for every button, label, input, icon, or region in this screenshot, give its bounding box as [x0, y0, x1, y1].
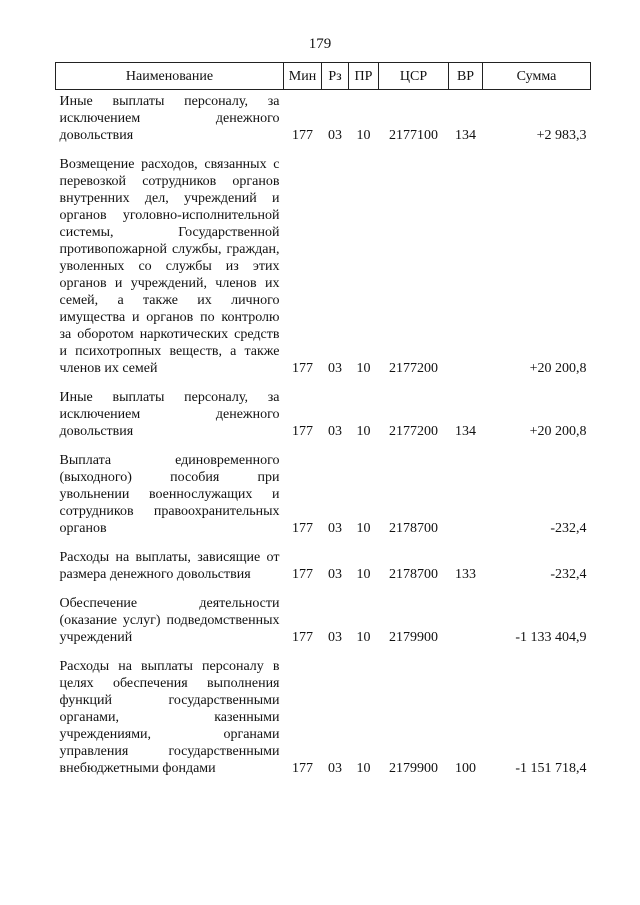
table-row — [56, 144, 591, 377]
header-rz: Рз — [322, 63, 349, 90]
header-pr: ПР — [349, 63, 379, 90]
row-name: Иные выплаты персоналу, за исключением денежного довольствия — [59, 390, 280, 439]
row-rz: 03 — [328, 424, 342, 439]
row-vr: 100 — [455, 761, 476, 776]
row-rz: 03 — [328, 761, 342, 776]
row-vr: 133 — [455, 567, 476, 582]
row-name: Выплата единовременного (выходного) пособия при увольнении военнослужащих и сотрудников правоохранительных органов — [59, 453, 280, 536]
row-pr: 10 — [356, 128, 371, 143]
row-name: Обеспечение деятельности (оказание услуг) подведомственных учреждений — [59, 596, 280, 645]
row-vr — [449, 440, 483, 537]
row-name: Расходы на выплаты персоналу в целях обеспечения выполнения функций государственными органами, казенными учреждениями, органами управления государственными внебюджетными фондами — [59, 659, 280, 776]
row-sum: -232,4 — [550, 521, 587, 536]
table-header-row — [56, 63, 591, 90]
row-pr: 10 — [356, 630, 371, 645]
table-row — [56, 90, 591, 145]
row-rz: 03 — [328, 361, 342, 376]
row-sum: -1 151 718,4 — [515, 761, 587, 776]
row-pr: 10 — [356, 567, 371, 582]
row-name: Иные выплаты персоналу, за исключением денежного довольствия — [59, 94, 280, 143]
row-pr: 10 — [356, 521, 371, 536]
row-pr: 10 — [356, 424, 371, 439]
table-row — [56, 537, 591, 583]
row-vr — [449, 583, 483, 646]
table-row — [56, 583, 591, 646]
row-vr: 134 — [455, 128, 476, 143]
row-sum: +20 200,8 — [529, 424, 587, 439]
table-row — [56, 440, 591, 537]
header-vr: ВР — [449, 63, 483, 90]
row-rz: 03 — [328, 128, 342, 143]
row-csr: 2177200 — [389, 424, 438, 439]
row-min: 177 — [292, 361, 313, 376]
budget-table — [55, 62, 591, 777]
row-min: 177 — [292, 424, 313, 439]
header-name: Наименование — [56, 63, 284, 90]
row-vr — [449, 144, 483, 377]
row-rz: 03 — [328, 521, 342, 536]
row-min: 177 — [292, 521, 313, 536]
row-pr: 10 — [356, 761, 371, 776]
row-min: 177 — [292, 128, 313, 143]
row-pr: 10 — [356, 361, 371, 376]
row-csr: 2179900 — [389, 630, 438, 645]
row-min: 177 — [292, 567, 313, 582]
header-min: Мин — [284, 63, 322, 90]
row-name: Возмещение расходов, связанных с перевозкой сотрудников органов внутренних дел, учреждений и органов уголовно-исполнительной системы, Государственной противопожарной службы, граждан, уволенных со службы из этих органов и учреждений, членов их семей, а также их личного имущества и органов по контролю за оборотом наркотических средств и психотропных веществ, а также членов их семей — [59, 157, 280, 376]
row-vr: 134 — [455, 424, 476, 439]
row-rz: 03 — [328, 567, 342, 582]
row-min: 177 — [292, 630, 313, 645]
row-min: 177 — [292, 761, 313, 776]
table-row — [56, 377, 591, 440]
row-name: Расходы на выплаты, зависящие от размера денежного довольствия — [59, 550, 280, 582]
table-row — [56, 646, 591, 777]
header-sum: Сумма — [483, 63, 591, 90]
row-sum: +2 983,3 — [536, 128, 587, 143]
row-sum: -232,4 — [550, 567, 587, 582]
row-csr: 2177100 — [389, 128, 438, 143]
row-rz: 03 — [328, 630, 342, 645]
row-sum: +20 200,8 — [529, 361, 587, 376]
row-csr: 2178700 — [389, 567, 438, 582]
row-csr: 2178700 — [389, 521, 438, 536]
row-csr: 2177200 — [389, 361, 438, 376]
header-csr: ЦСР — [379, 63, 449, 90]
row-sum: -1 133 404,9 — [515, 630, 587, 645]
row-csr: 2179900 — [389, 761, 438, 776]
page-number: 179 — [308, 36, 332, 52]
